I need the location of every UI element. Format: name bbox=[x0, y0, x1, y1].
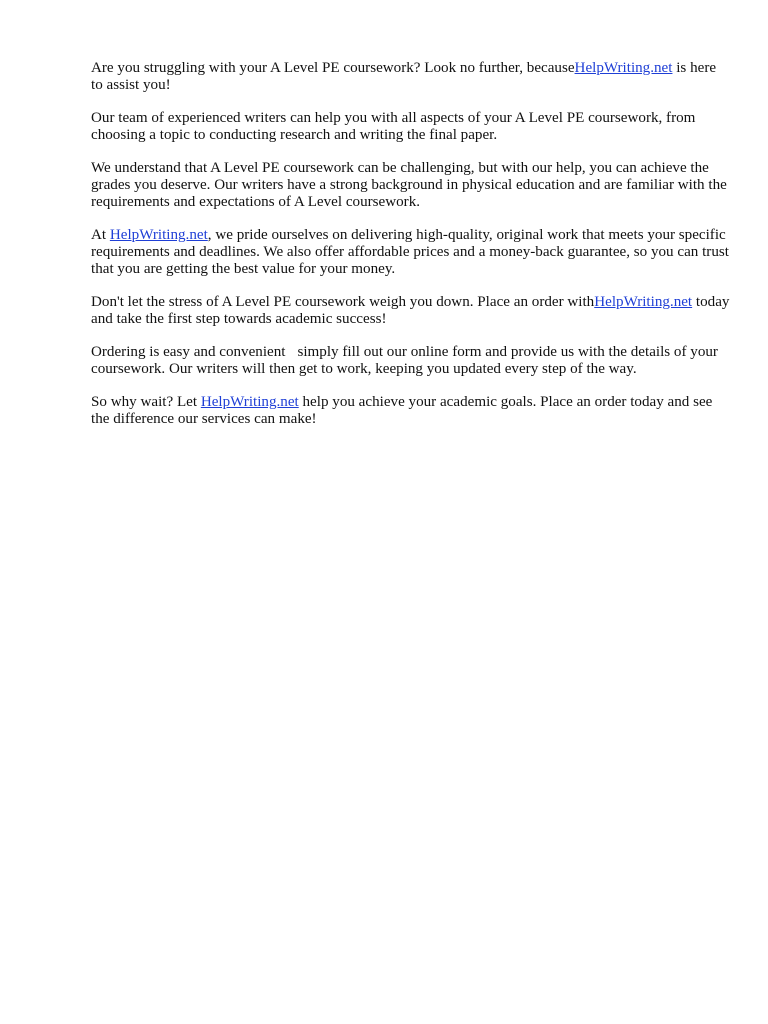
paragraph-text: At bbox=[91, 227, 110, 243]
paragraph-text: is here to assist you! bbox=[91, 60, 717, 93]
paragraph-closing bbox=[91, 394, 731, 428]
paragraph-text: , we pride ourselves on delivering high-quality, original work that meets your specific requirements and deadlines. We also offer affordable prices and a money-back guarantee, so you can trust that you are getting the best value for your money. bbox=[91, 227, 729, 277]
paragraph-text: Are you struggling with your A Level PE coursework? Look no further, because bbox=[91, 60, 575, 76]
paragraph-quality bbox=[91, 227, 731, 278]
helpwriting-link[interactable]: HelpWriting.net bbox=[594, 294, 693, 310]
paragraph-stress bbox=[91, 294, 731, 328]
paragraph-text: today and take the first step towards academic success! bbox=[91, 294, 730, 327]
paragraph-intro bbox=[91, 60, 731, 94]
helpwriting-link[interactable]: HelpWriting.net bbox=[109, 227, 208, 243]
helpwriting-link[interactable]: HelpWriting.net bbox=[574, 60, 673, 76]
paragraph-text: We understand that A Level PE coursework can be challenging, but with our help, you can achieve the grades you deserve. Our writers have a strong background in physical education and are familiar with the requirements and expectations of A Level coursework. bbox=[91, 160, 727, 210]
paragraph-ordering bbox=[91, 344, 731, 378]
paragraph-text: Ordering is easy and convenient bbox=[91, 344, 286, 360]
paragraph-text: simply fill out our online form and provide us with the details of your coursework. Our writers will then get to work, keeping you updated every step of the way. bbox=[91, 344, 718, 377]
document-body bbox=[91, 60, 731, 444]
helpwriting-link[interactable]: HelpWriting.net bbox=[200, 394, 299, 410]
paragraph-text: Don't let the stress of A Level PE coursework weigh you down. Place an order with bbox=[91, 294, 595, 310]
paragraph-challenge bbox=[91, 160, 731, 211]
paragraph-text: help you achieve your academic goals. Place an order today and see the difference our services can make! bbox=[91, 394, 713, 427]
paragraph-text: So why wait? Let bbox=[91, 394, 201, 410]
paragraph-team bbox=[91, 110, 731, 144]
paragraph-text: Our team of experienced writers can help you with all aspects of your A Level PE coursework, from choosing a topic to conducting research and writing the final paper. bbox=[91, 110, 696, 143]
